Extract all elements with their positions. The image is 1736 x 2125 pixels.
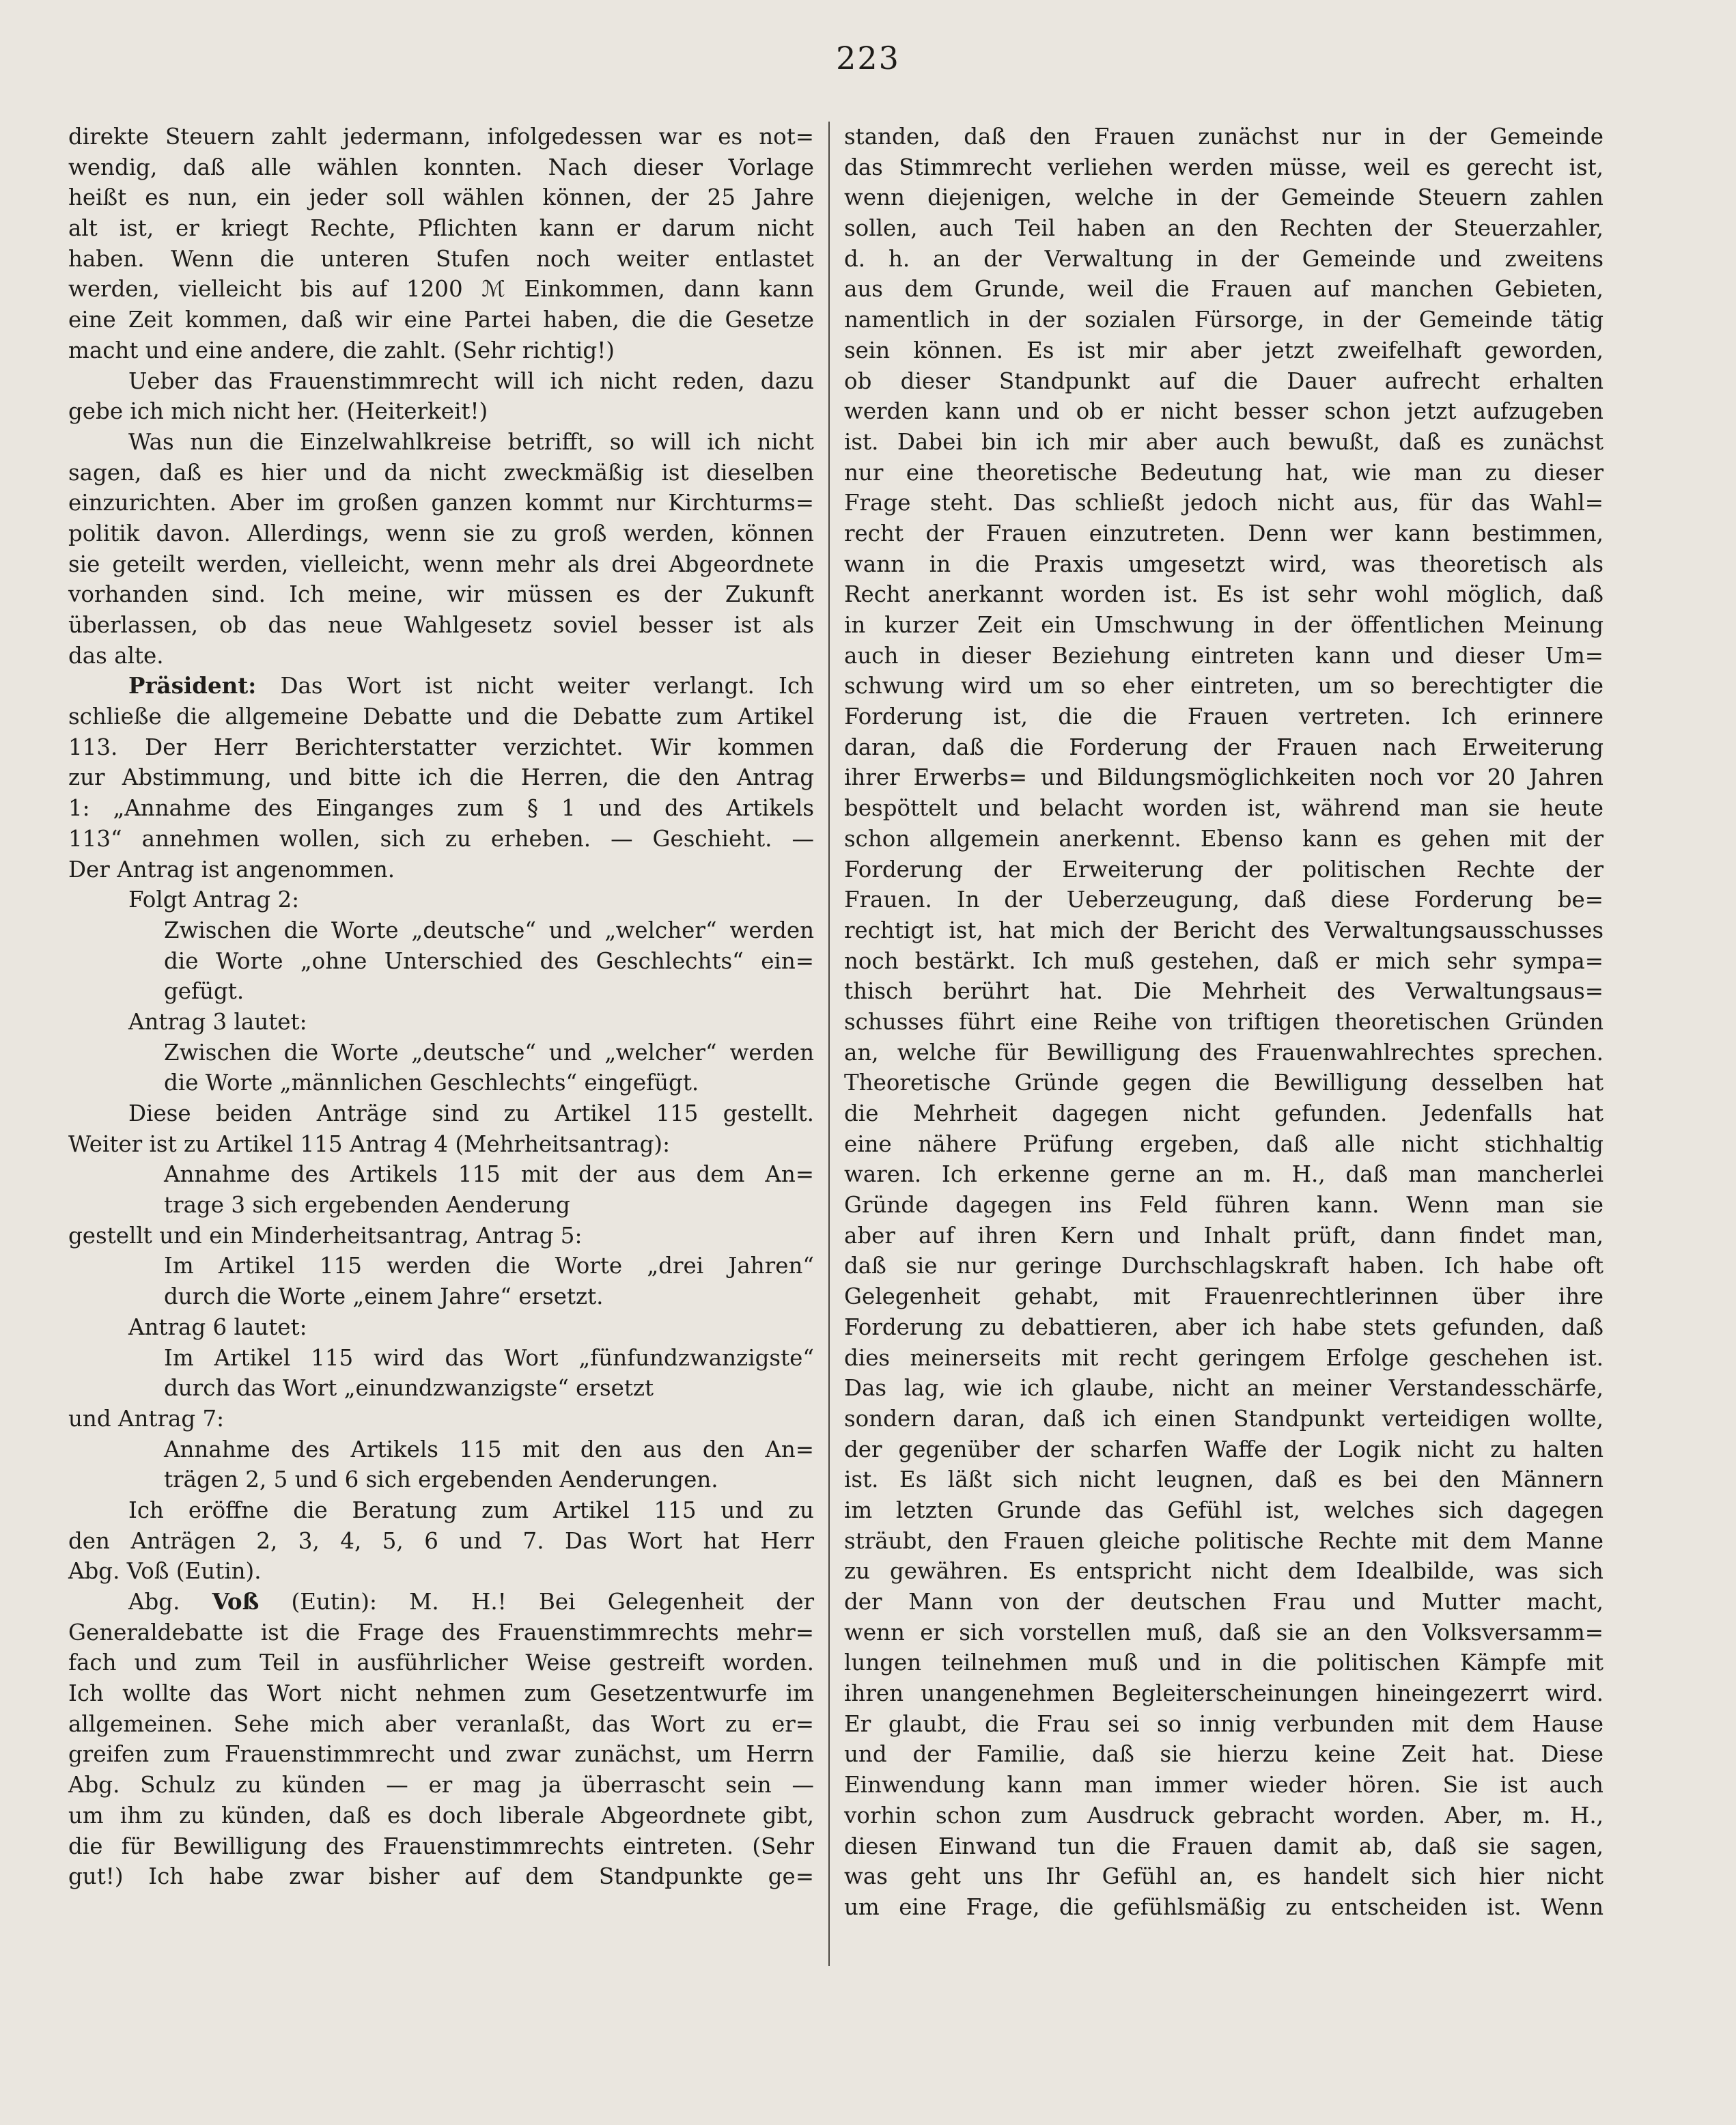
left-column-line [68,1556,814,1587]
right-column-line [844,1343,1604,1374]
left-column-line [68,855,814,885]
right-column-line [844,305,1604,335]
line-text: Frage steht. Das schließt jedoch nicht aus, für das Wahl= [844,490,1604,516]
left-column-line [68,1404,814,1434]
right-column-line [844,824,1604,855]
left-column-line [68,213,814,244]
left-column-line [68,1281,814,1312]
right-column-line [844,518,1604,549]
line-text: ihrer Erwerbs= und Bildungsmöglichkeiten noch vor 20 Jahren [844,764,1604,791]
right-column-line [844,458,1604,488]
page-number: 223 [836,40,900,77]
right-column-line [844,1526,1604,1557]
line-text: Abg. Schulz zu künden — er mag ja überrascht sein — [68,1772,814,1798]
left-column-line [68,1678,814,1709]
line-text: Antrag 6 lautet: [128,1314,307,1340]
line-text: gestellt und ein Minderheitsantrag, Antrag 5: [68,1222,583,1249]
line-text: heißt es nun, ein jeder soll wählen können, der 25 Jahre [68,184,814,211]
right-column-line [844,1801,1604,1831]
line-text: Recht anerkannt worden ist. Es ist sehr wohl möglich, daß [844,581,1604,608]
line-text: (Eutin): M. H.! Bei Gelegenheit der [291,1589,814,1615]
line-text: in kurzer Zeit ein Umschwung in der öffentlichen Meinung [844,612,1604,638]
line-text: 1: „Annahme des Einganges zum § 1 und des Artikels [68,795,814,822]
line-text: Ueber das Frauenstimmrecht will ich nicht reden, dazu [128,367,814,394]
left-column-line [68,946,814,977]
right-column-line [844,122,1604,152]
right-column-line [844,213,1604,244]
right-column-line [844,1038,1604,1068]
line-text: die Worte „männlichen Geschlechts“ eingefügt. [164,1070,699,1096]
line-text: Zwischen die Worte „deutsche“ und „welcher“ werden [164,1039,814,1066]
right-column-line [844,1221,1604,1251]
left-column-line [68,1709,814,1740]
right-column-line [844,1648,1604,1678]
line-text: Forderung ist, die die Frauen vertreten. Ich erinnere [844,704,1604,730]
line-text: vorhin schon zum Ausdruck gebracht worden. Aber, m. H., [844,1802,1604,1829]
line-text: Im Artikel 115 wird das Wort „fünfundzwanzigste“ [164,1344,814,1371]
line-text: sie geteilt werden, vielleicht, wenn mehr als drei Abgeordnete [68,551,814,577]
line-text: eine nähere Prüfung ergeben, daß alle nicht stichhaltig [844,1130,1604,1157]
right-column-line [844,732,1604,763]
speaker-prefix: Abg. [128,1589,212,1615]
speaker-name: Präsident: [128,672,257,699]
left-column-line [68,182,814,213]
left-column-line [68,1373,814,1404]
line-text: Antrag 3 lautet: [128,1008,307,1035]
line-text: wendig, daß alle wählen konnten. Nach dieser Vorlage [68,154,814,180]
line-text: werden, vielleicht bis auf 1200 ℳ Einkommen, dann kann [68,276,814,303]
left-column-line [68,641,814,671]
line-text: auch in dieser Beziehung eintreten kann und dieser Um= [844,642,1604,669]
line-text: 113. Der Herr Berichterstatter verzichtet. Wir kommen [68,734,814,760]
left-column-line [68,1617,814,1648]
right-column-line [844,427,1604,458]
line-text: noch bestärkt. Ich muß gestehen, daß er mich sehr sympa= [844,947,1604,974]
left-column-line [68,915,814,946]
left-column-line [68,274,814,305]
right-column-line [844,1281,1604,1312]
right-column-line [844,671,1604,702]
line-text: eine Zeit kommen, daß wir eine Partei haben, die die Gesetze [68,307,814,333]
right-column-line [844,152,1604,183]
line-text: Theoretische Gründe gegen die Bewilligung desselben hat [844,1070,1604,1096]
left-column-line [68,458,814,488]
line-text: durch die Worte „einem Jahre“ ersetzt. [164,1283,604,1310]
left-column-line [68,976,814,1007]
line-text: recht der Frauen einzutreten. Denn wer kann bestimmen, [844,520,1604,546]
right-column-line [844,1068,1604,1098]
line-text: überlassen, ob das neue Wahlgesetz soviel besser ist als [68,612,814,638]
line-text: macht und eine andere, die zahlt. (Sehr richtig!) [68,337,615,363]
line-text: d. h. an der Verwaltung in der Gemeinde und zweitens [844,245,1604,272]
line-text: zur Abstimmung, und bitte ich die Herren, die den Antrag [68,764,814,791]
line-text: Annahme des Artikels 115 mit den aus den An= [164,1436,814,1462]
left-column-line [68,610,814,641]
left-column-line [68,1526,814,1557]
line-text: was geht uns Ihr Gefühl an, es handelt sich hier nicht [844,1863,1604,1890]
line-text: aber auf ihren Kern und Inhalt prüft, dann findet man, [844,1222,1604,1249]
column-divider [828,122,830,1966]
line-text: das Stimmrecht verliehen werden müsse, weil es gerecht ist, [844,154,1604,180]
left-column-line [68,824,814,855]
right-column-line [844,1739,1604,1770]
right-column-line [844,366,1604,397]
left-column-line [68,549,814,580]
right-column-line [844,488,1604,518]
line-text: lungen teilnehmen muß und in die politischen Kämpfe mit [844,1650,1604,1676]
left-column-line [68,1098,814,1129]
right-column-line [844,1129,1604,1160]
line-text: der gegenüber der scharfen Waffe der Logik nicht zu halten [844,1436,1604,1462]
right-column-line [844,1373,1604,1404]
line-text: gebe ich mich nicht her. (Heiterkeit!) [68,398,488,425]
line-text: sein können. Es ist mir aber jetzt zweifelhaft geworden, [844,337,1604,363]
left-column-line [68,732,814,763]
right-column-line [844,182,1604,213]
right-column-line [844,946,1604,977]
left-column-line [68,1251,814,1281]
right-column-line [844,885,1604,915]
line-text: Er glaubt, die Frau sei so innig verbunden mit dem Hause [844,1710,1604,1737]
line-text: ob dieser Standpunkt auf die Dauer aufrecht erhalten [844,367,1604,394]
right-column-line [844,1159,1604,1190]
right-column-line [844,915,1604,946]
left-column-line [68,793,814,824]
line-text: aus dem Grunde, weil die Frauen auf manchen Gebieten, [844,276,1604,303]
line-text: Ich wollte das Wort nicht nehmen zum Gesetzentwurfe im [68,1680,814,1707]
right-column-line [844,1892,1604,1923]
line-text: direkte Steuern zahlt jedermann, infolgedessen war es not= [68,124,814,150]
line-text: Frauen. In der Ueberzeugung, daß diese Forderung be= [844,887,1604,913]
left-column-line [68,762,814,793]
line-text: Zwischen die Worte „deutsche“ und „welcher“ werden [164,917,814,943]
right-column-line [844,976,1604,1007]
left-column-line [68,1190,814,1221]
line-text: politik davon. Allerdings, wenn sie zu groß werden, können [68,520,814,546]
left-column-line [68,1831,814,1862]
line-text: daß sie nur geringe Durchschlagskraft haben. Ich habe oft [844,1253,1604,1279]
line-text: trage 3 sich ergebenden Aenderung [164,1192,570,1219]
right-column-line [844,1495,1604,1526]
left-column-line [68,122,814,152]
left-column-line [68,1159,814,1190]
left-column-line [68,1801,814,1831]
left-column-line [68,1739,814,1770]
line-text: Was nun die Einzelwahlkreise betrifft, so will ich nicht [128,428,814,455]
right-column-line [844,1190,1604,1221]
line-text: Folgt Antrag 2: [128,887,300,913]
right-column-line [844,702,1604,732]
line-text: um ihm zu künden, daß es doch liberale Abgeordnete gibt, [68,1802,814,1829]
left-column-line [68,152,814,183]
right-column-line [844,855,1604,885]
line-text: Weiter ist zu Artikel 115 Antrag 4 (Mehrheitsantrag): [68,1130,671,1157]
right-column-line [844,274,1604,305]
line-text: thisch berührt hat. Die Mehrheit des Verwaltungsaus= [844,978,1604,1005]
line-text: im letzten Grunde das Gefühl ist, welches sich dagegen [844,1497,1604,1523]
right-column-line [844,1434,1604,1465]
right-column-line [844,1098,1604,1129]
line-text: Das lag, wie ich glaube, nicht an meiner Verstandesschärfe, [844,1375,1604,1402]
right-column-line [844,244,1604,275]
right-column-line [844,1464,1604,1495]
line-text: wenn er sich vorstellen muß, daß sie an den Volksversamm= [844,1619,1604,1645]
right-column-line [844,549,1604,580]
line-text: die Mehrheit dagegen nicht gefunden. Jedenfalls hat [844,1100,1604,1126]
line-text: bespöttelt und belacht worden ist, während man sie heute [844,795,1604,822]
line-text: namentlich in der sozialen Fürsorge, in der Gemeinde tätig [844,307,1604,333]
right-column-line [844,1617,1604,1648]
right-column-line [844,641,1604,671]
line-text: alt ist, er kriegt Rechte, Pflichten kann er darum nicht [68,215,814,242]
line-text: sagen, daß es hier und da nicht zweckmäßig ist dieselben [68,459,814,486]
left-column-line [68,1343,814,1374]
left-column-line [68,1464,814,1495]
left-column-line [68,1129,814,1160]
line-text: Gelegenheit gehabt, mit Frauenrechtlerinnen über ihre [844,1283,1604,1310]
left-column-line [68,579,814,610]
right-column-line [844,1007,1604,1038]
line-text: Forderung der Erweiterung der politischen Rechte der [844,856,1604,883]
line-text: daran, daß die Forderung der Frauen nach Erweiterung [844,734,1604,760]
line-text: Gründe dagegen ins Feld führen kann. Wenn man sie [844,1192,1604,1219]
line-text: an, welche für Bewilligung des Frauenwahlrechtes sprechen. [844,1039,1604,1066]
line-text: rechtigt ist, hat mich der Bericht des Verwaltungsausschusses [844,917,1604,943]
line-text: haben. Wenn die unteren Stufen noch weiter entlastet [68,245,814,272]
right-column-line [844,1861,1604,1892]
line-text: Einwendung kann man immer wieder hören. Sie ist auch [844,1772,1604,1798]
line-text: schon allgemein anerkennt. Ebenso kann es gehen mit der [844,825,1604,852]
right-column-line [844,1312,1604,1343]
line-text: schwung wird um so eher eintreten, um so berechtigter die [844,673,1604,699]
right-column-line [844,762,1604,793]
line-text: waren. Ich erkenne gerne an m. H., daß man mancherlei [844,1161,1604,1188]
line-text: sollen, auch Teil haben an den Rechten der Steuerzahler, [844,215,1604,242]
line-text: ist. Dabei bin ich mir aber auch bewußt, daß es zunächst [844,428,1604,455]
right-column-line [844,1251,1604,1281]
line-text: das alte. [68,642,164,669]
line-text: den Anträgen 2, 3, 4, 5, 6 und 7. Das Wort hat Herr [68,1527,814,1554]
left-column-line [68,1312,814,1343]
left-column-line [68,1861,814,1892]
left-column-line [68,885,814,915]
right-column-line [844,1556,1604,1587]
line-text: standen, daß den Frauen zunächst nur in der Gemeinde [844,124,1604,150]
line-text: und der Familie, daß sie hierzu keine Zeit hat. Diese [844,1741,1604,1768]
left-column-line [68,702,814,732]
left-column-line [68,305,814,335]
right-column-line [844,793,1604,824]
line-text: 113“ annehmen wollen, sich zu erheben. — Geschieht. — [68,825,814,852]
left-column-line [68,488,814,518]
left-column-line [68,1007,814,1038]
line-text: greifen zum Frauenstimmrecht und zwar zunächst, um Herrn [68,1741,814,1768]
left-column-line [68,1221,814,1251]
right-column-line [844,1831,1604,1862]
line-text: sträubt, den Frauen gleiche politische Rechte mit dem Manne [844,1527,1604,1554]
left-column-line [68,335,814,366]
line-text: Generaldebatte ist die Frage des Frauenstimmrechts mehr= [68,1619,814,1645]
line-text: dies meinerseits mit recht geringem Erfolge geschehen ist. [844,1344,1604,1371]
left-column-line [68,1495,814,1526]
right-column-line [844,610,1604,641]
line-text: durch das Wort „einundzwanzigste“ ersetzt [164,1375,654,1402]
line-text: fach und zum Teil in ausführlicher Weise gestreift worden. [68,1650,814,1676]
line-text: vorhanden sind. Ich meine, wir müssen es der Zukunft [68,581,814,608]
line-text: schließe die allgemeine Debatte und die Debatte zum Artikel [68,704,814,730]
right-text-column [844,122,1604,1923]
line-text: wenn diejenigen, welche in der Gemeinde Steuern zahlen [844,184,1604,211]
right-column-line [844,579,1604,610]
line-text: zu gewähren. Es entspricht nicht dem Idealbilde, was sich [844,1558,1604,1585]
line-text: die für Bewilligung des Frauenstimmrechts eintreten. (Sehr [68,1833,814,1859]
line-text: schusses führt eine Reihe von triftigen theoretischen Gründen [844,1008,1604,1035]
line-text: die Worte „ohne Unterschied des Geschlechts“ ein= [164,947,814,974]
left-column-line [68,1770,814,1801]
line-text: Im Artikel 115 werden die Worte „drei Jahren“ [164,1253,814,1279]
right-column-line [844,1587,1604,1617]
left-column-line [68,427,814,458]
left-column-line [68,518,814,549]
line-text: Annahme des Artikels 115 mit der aus dem An= [164,1161,814,1188]
left-text-column [68,122,814,1892]
right-column-line [844,1709,1604,1740]
line-text: Das Wort ist nicht weiter verlangt. Ich [280,673,814,699]
left-column-line [68,366,814,397]
right-column-line [844,1404,1604,1434]
line-text: Ich eröffne die Beratung zum Artikel 115 und zu [128,1497,814,1523]
line-text: Der Antrag ist angenommen. [68,856,395,883]
right-column-line [844,396,1604,427]
left-column-line [68,1068,814,1098]
line-text: trägen 2, 5 und 6 sich ergebenden Aenderungen. [164,1467,718,1493]
line-text: sondern daran, daß ich einen Standpunkt verteidigen wollte, [844,1405,1604,1432]
left-column-line [68,1587,814,1617]
right-column-line [844,1678,1604,1709]
speaker-name: Voß [212,1588,260,1615]
left-column-line [68,1038,814,1068]
left-column-line [68,244,814,275]
line-text: ihren unangenehmen Begleiterscheinungen hineingezerrt wird. [844,1680,1604,1707]
left-column-line [68,671,814,702]
line-text: ist. Es läßt sich nicht leugnen, daß es bei den Männern [844,1467,1604,1493]
line-text: gefügt. [164,978,244,1005]
left-column-line [68,1434,814,1465]
line-text: Diese beiden Anträge sind zu Artikel 115 gestellt. [128,1100,814,1126]
line-text: Abg. Voß (Eutin). [68,1558,262,1585]
line-text: werden kann und ob er nicht besser schon jetzt aufzugeben [844,398,1604,425]
line-text: Forderung zu debattieren, aber ich habe stets gefunden, daß [844,1314,1604,1340]
line-text: und Antrag 7: [68,1405,225,1432]
line-text: nur eine theoretische Bedeutung hat, wie man zu dieser [844,459,1604,486]
line-text: wann in die Praxis umgesetzt wird, was theoretisch als [844,551,1604,577]
left-column-line [68,1648,814,1678]
right-column-line [844,1770,1604,1801]
line-text: diesen Einwand tun die Frauen damit ab, daß sie sagen, [844,1833,1604,1859]
line-text: einzurichten. Aber im großen ganzen kommt nur Kirchturms= [68,490,814,516]
line-text: gut!) Ich habe zwar bisher auf dem Standpunkte ge= [68,1863,814,1890]
line-text: um eine Frage, die gefühlsmäßig zu entscheiden ist. Wenn [844,1893,1604,1920]
line-text: allgemeinen. Sehe mich aber veranlaßt, das Wort zu er= [68,1710,814,1737]
line-text: der Mann von der deutschen Frau und Mutter macht, [844,1589,1604,1615]
right-column-line [844,335,1604,366]
left-column-line [68,396,814,427]
